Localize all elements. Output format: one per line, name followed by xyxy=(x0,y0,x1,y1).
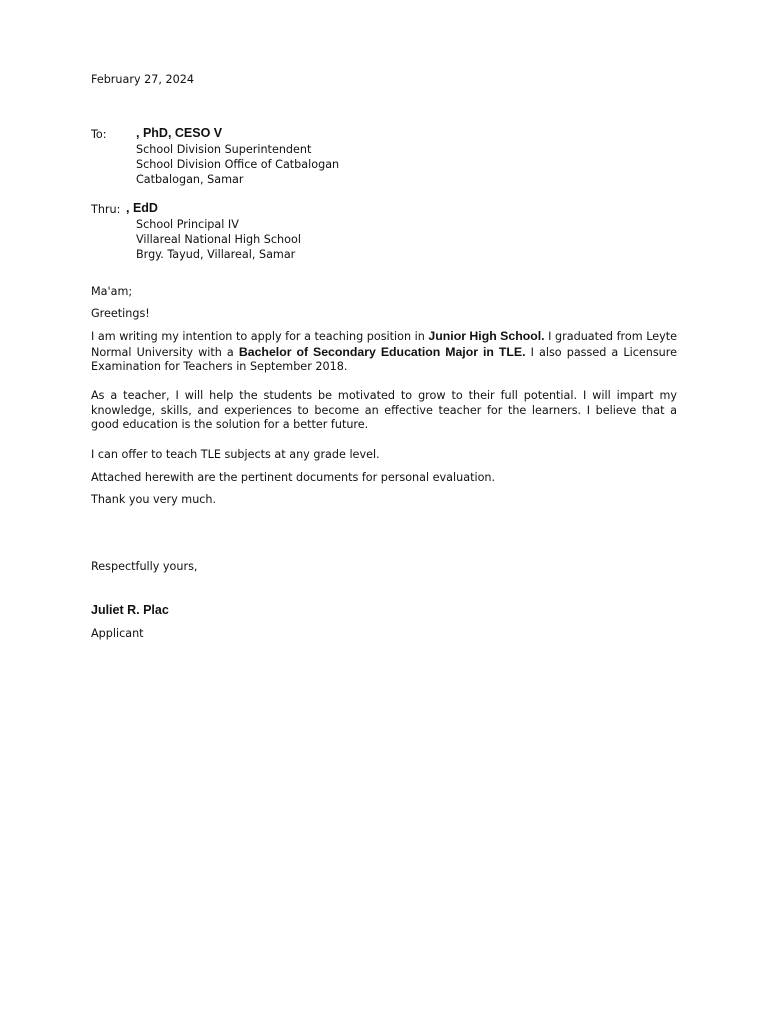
to-line-1: School Division Superintendent xyxy=(136,143,312,156)
to-line-2: School Division Office of Catbalogan xyxy=(136,158,340,171)
body-paragraph-3: I can offer to teach TLE subjects at any grade level. xyxy=(91,448,380,461)
to-recipient-name: , PhD, CESO V xyxy=(136,126,223,140)
body-paragraph-2: As a teacher, I will help the students be motivated to grow to their full potential. I will impart my knowledge, skills, and experiences to become an effective teacher for the learners. I believe that a good education is the solution for a better future. xyxy=(91,389,677,432)
thru-line-3: Brgy. Tayud, Villareal, Samar xyxy=(136,248,296,261)
signatory-title: Applicant xyxy=(91,627,144,640)
paragraph-1-text-2: I graduated from Leyte Normal University with a xyxy=(91,330,678,359)
signatory-name: Juliet R. Plac xyxy=(91,603,169,617)
closing: Respectfully yours, xyxy=(91,560,198,573)
paragraph-1-text-3: I also passed a Licensure Examination for Teachers in September 2018. xyxy=(91,345,677,374)
thru-recipient-name: , EdD xyxy=(126,201,158,215)
salutation: Ma'am; xyxy=(91,285,133,298)
body-paragraph-5: Thank you very much. xyxy=(91,493,217,506)
paragraph-1-text-1: I am writing my intention to apply for a teaching position in xyxy=(91,330,429,343)
thru-line-1: School Principal IV xyxy=(136,218,239,231)
greeting: Greetings! xyxy=(91,307,150,320)
position-highlight: Junior High School. xyxy=(428,329,545,343)
thru-label: Thru: xyxy=(91,203,121,216)
to-label: To: xyxy=(91,128,107,141)
thru-line-2: Villareal National High School xyxy=(136,233,301,246)
body-paragraph-1 xyxy=(91,329,677,375)
to-line-3: Catbalogan, Samar xyxy=(136,173,244,186)
letter-date: February 27, 2024 xyxy=(91,73,194,86)
body-paragraph-4: Attached herewith are the pertinent documents for personal evaluation. xyxy=(91,471,496,484)
degree-highlight: Bachelor of Secondary Education Major in TLE. xyxy=(238,344,526,359)
